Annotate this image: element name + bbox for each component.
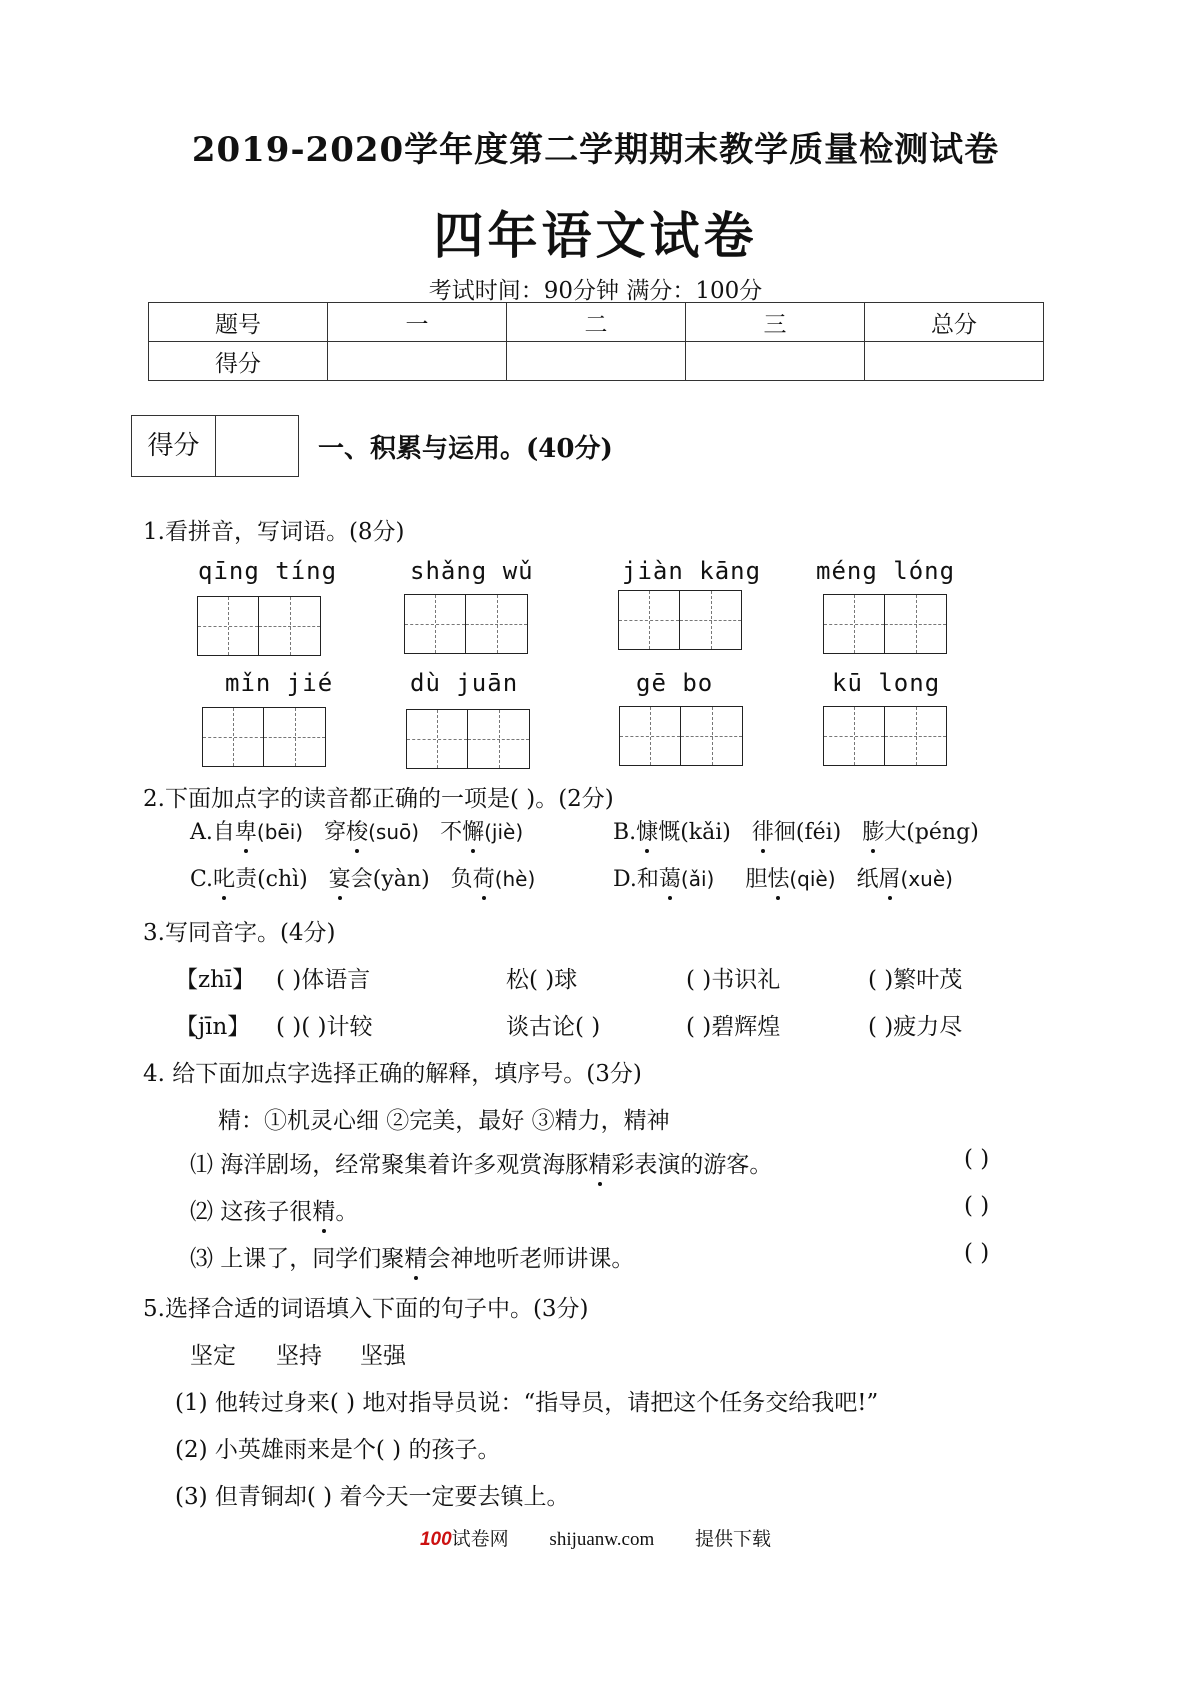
homophone-item[interactable]: ( )碧辉煌 xyxy=(686,1014,781,1040)
dotted-char: 叱 xyxy=(213,862,235,893)
dotted-char: 慷 xyxy=(636,815,658,846)
dotted-char: 蔼 xyxy=(659,862,681,893)
question-stem: 3.写同音字。(4分) xyxy=(143,920,336,946)
writing-box[interactable] xyxy=(197,596,259,656)
section-score-label: 得分 xyxy=(132,416,216,476)
q4-item: ⑶ 上课了，同学们聚精会神地听老师讲课。 xyxy=(190,1240,634,1273)
score-cell: 三 xyxy=(686,303,865,342)
pinyin-label: shǎng wǔ xyxy=(410,557,534,585)
dotted-char: 卑 xyxy=(235,815,257,846)
answer-paren[interactable]: ( ) xyxy=(964,1146,990,1172)
q4-item: ⑴ 海洋剧场，经常聚集着许多观赏海豚精彩表演的游客。 xyxy=(190,1146,772,1179)
writing-box[interactable] xyxy=(885,706,947,766)
footer xyxy=(0,1524,1191,1551)
score-input-cell[interactable] xyxy=(865,342,1044,381)
question-stem: 4. 给下面加点字选择正确的解释，填序号。(3分) xyxy=(143,1061,642,1087)
writing-box[interactable] xyxy=(406,709,468,769)
exam-info: 考试时间：90分钟 满分：100分 xyxy=(428,278,763,304)
homophone-item[interactable]: 松( )球 xyxy=(506,967,578,993)
option-b: B.慷慨(kǎi) 徘徊(féi) 膨大(péng) xyxy=(613,815,979,846)
score-cell: 总分 xyxy=(865,303,1044,342)
option-d: D.和蔼(ǎi) 胆怯(qiè) 纸屑(xuè) xyxy=(613,862,953,893)
fill-sentence[interactable]: (2) 小英雄雨来是个( ) 的孩子。 xyxy=(175,1437,501,1463)
homophone-label: 【zhī】 xyxy=(175,967,256,993)
dotted-char: 梭 xyxy=(346,815,368,846)
writing-box[interactable] xyxy=(885,594,947,654)
pinyin-label: mǐn jié xyxy=(225,669,334,697)
homophone-item[interactable]: ( )体语言 xyxy=(276,967,371,993)
dotted-char: 精 xyxy=(588,1146,611,1179)
site-name: 试卷网 xyxy=(451,1529,509,1550)
pinyin-label: gē bo xyxy=(636,669,714,697)
fill-sentence[interactable]: (1) 他转过身来( ) 地对指导员说：“指导员，请把这个任务交给我吧!” xyxy=(175,1390,879,1416)
word-choice: 坚定 xyxy=(190,1343,236,1369)
homophone-item[interactable]: 谈古论( ) xyxy=(506,1014,601,1040)
exam-title: 2019-2020学年度第二学期期末教学质量检测试卷 xyxy=(191,130,1000,170)
meaning-list: 精：①机灵心细 ②完美，最好 ③精力，精神 xyxy=(218,1108,670,1134)
answer-paren[interactable]: ( ) xyxy=(964,1193,990,1219)
writing-box[interactable] xyxy=(618,590,680,650)
question-stem: 2.下面加点字的读音都正确的一项是( )。(2分) xyxy=(143,786,614,812)
site-url[interactable]: shijuanw.com xyxy=(549,1529,655,1550)
score-cell: 题号 xyxy=(149,303,328,342)
score-table-score-row xyxy=(149,342,1044,381)
dotted-char: 懈 xyxy=(462,815,484,846)
score-table-header-row xyxy=(149,303,1044,342)
dotted-char: 膨 xyxy=(862,815,884,846)
dotted-char: 怯 xyxy=(767,862,789,893)
q4-item: ⑵ 这孩子很精。 xyxy=(190,1193,358,1226)
writing-box[interactable] xyxy=(259,596,321,656)
pinyin-label: qīng tíng xyxy=(198,557,338,585)
pinyin-label: kū long xyxy=(832,669,941,697)
score-input-cell[interactable] xyxy=(328,342,507,381)
dotted-char: 屑 xyxy=(879,862,901,893)
writing-box[interactable] xyxy=(202,707,264,767)
question-stem: 1.看拼音，写词语。(8分) xyxy=(143,519,405,545)
writing-box[interactable] xyxy=(264,707,326,767)
footer-tail: 提供下载 xyxy=(695,1529,772,1550)
option-c: C.叱责(chì) 宴会(yàn) 负荷(hè) xyxy=(190,862,535,893)
word-choice: 坚强 xyxy=(360,1343,406,1369)
dotted-char: 徘 xyxy=(752,815,774,846)
score-cell: 一 xyxy=(328,303,507,342)
writing-box[interactable] xyxy=(619,706,681,766)
score-table xyxy=(148,302,1044,381)
homophone-item[interactable]: ( )( )计较 xyxy=(276,1014,373,1040)
homophone-item[interactable]: ( )繁叶茂 xyxy=(868,967,963,993)
option-a: A.自卑(bēi) 穿梭(suō) 不懈(jiè) xyxy=(190,815,523,846)
homophone-label: 【jīn】 xyxy=(175,1014,251,1040)
homophone-item[interactable]: ( )书识礼 xyxy=(686,967,781,993)
pinyin-label: dù juān xyxy=(410,669,519,697)
dotted-char: 宴 xyxy=(329,862,351,893)
score-cell: 二 xyxy=(507,303,686,342)
writing-box[interactable] xyxy=(466,594,528,654)
score-cell: 得分 xyxy=(149,342,328,381)
pinyin-label: jiàn kāng xyxy=(622,557,762,585)
dotted-char: 荷 xyxy=(473,862,495,893)
dotted-char: 精 xyxy=(312,1193,335,1226)
answer-paren[interactable]: ( ) xyxy=(964,1240,990,1266)
writing-box[interactable] xyxy=(468,709,530,769)
site-logo: 100 xyxy=(419,1529,452,1550)
section-score-box xyxy=(131,415,299,477)
writing-box[interactable] xyxy=(823,594,885,654)
question-stem: 5.选择合适的词语填入下面的句子中。(3分) xyxy=(143,1296,589,1322)
dotted-char: 精 xyxy=(404,1240,427,1273)
pinyin-label: méng lóng xyxy=(816,557,956,585)
homophone-item[interactable]: ( )疲力尽 xyxy=(868,1014,963,1040)
fill-sentence[interactable]: (3) 但青铜却( ) 着今天一定要去镇上。 xyxy=(175,1484,570,1510)
writing-box[interactable] xyxy=(823,706,885,766)
writing-box[interactable] xyxy=(404,594,466,654)
word-choice: 坚持 xyxy=(276,1343,322,1369)
score-input-cell[interactable] xyxy=(686,342,865,381)
writing-box[interactable] xyxy=(680,590,742,650)
score-input-cell[interactable] xyxy=(507,342,686,381)
writing-box[interactable] xyxy=(681,706,743,766)
subject-title: 四年语文试卷 xyxy=(433,206,758,265)
section-title: 一、积累与运用。(40分) xyxy=(318,434,613,464)
